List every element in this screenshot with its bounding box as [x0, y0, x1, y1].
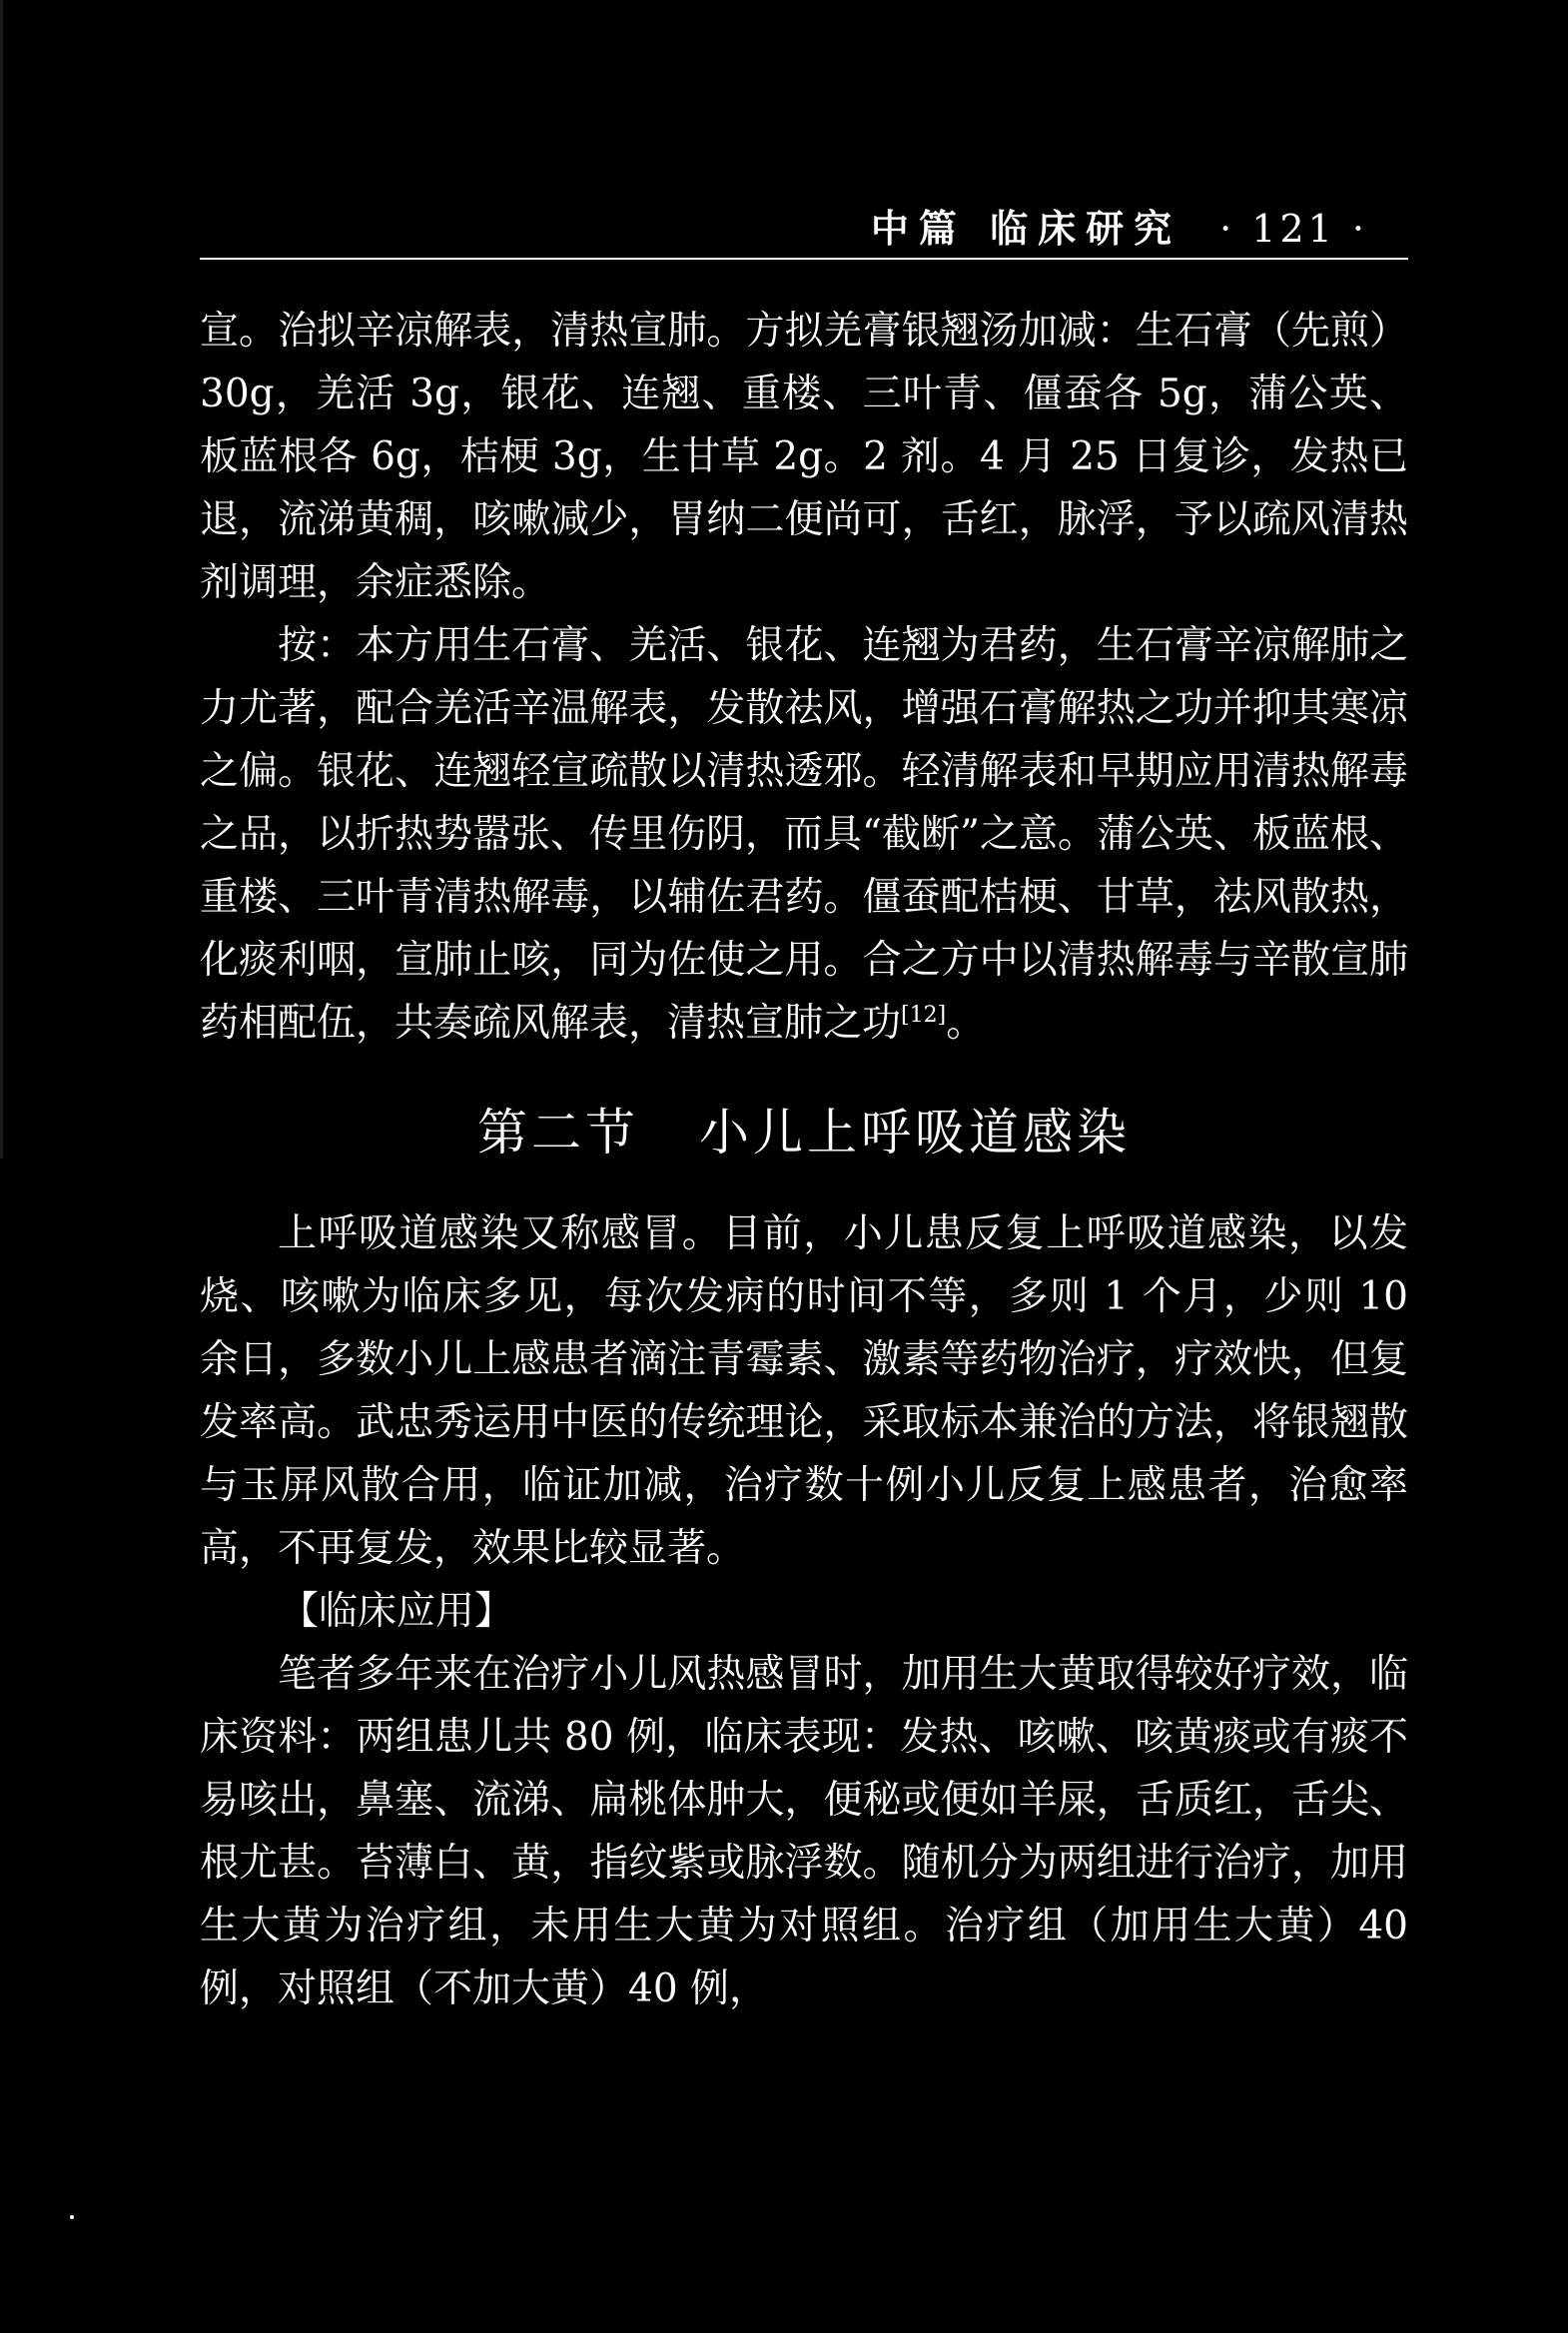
- section-heading: [200, 1093, 1408, 1172]
- citation-marker: [12]: [901, 1003, 947, 1028]
- stray-mark: [70, 2215, 74, 2219]
- paragraph-clinical-data: 笔者多年来在治疗小儿风热感冒时，加用生大黄取得较好疗效，临床资料：两组患儿共 80 例，临床表现：发热、咳嗽、咳黄痰或有痰不易咳出，鼻塞、流涕、扁桃体肿大，便秘或便如羊屎，舌质红，舌尖、根尤甚。苔薄白、黄，指纹紫或脉浮数。随机分为两组进行治疗，加用生大黄为治疗组，未用生大黄为对照组。治疗组（加用生大黄）40 例，对照组（不加大黄）40 例，: [200, 1652, 1408, 2011]
- commentary-text: 按：本方用生石膏、羌活、银花、连翘为君药，生石膏辛凉解肺之力尤著，配合羌活辛温解表，发散祛风，增强石膏解热之功并抑其寒凉之偏。银花、连翘轻宣疏散以清热透邪。轻清解表和早期应用清热解毒之品，以折热势嚣张、传里伤阴，而具“截断”之意。蒲公英、板蓝根、重楼、三叶青清热解毒，以辅佐君药。僵蚕配桔梗、甘草，祛风散热，化痰利咽，宣肺止咳，同为佐使之用。合之方中以清热解毒与辛散宣肺药相配伍，共奏疏风解表，清热宣肺之功: [200, 623, 1408, 1046]
- running-header: [200, 186, 1408, 256]
- page-number: · 121 ·: [1219, 207, 1368, 251]
- commentary-end: 。: [946, 1001, 986, 1046]
- section-number: 第二节: [477, 1104, 639, 1162]
- section-name: 小儿上呼吸道感染: [699, 1104, 1131, 1162]
- subheading-clinical-application: 【临床应用】: [280, 1589, 514, 1634]
- paragraph-case-continuation: 宣。治拟辛凉解表，清热宣肺。方拟羌膏银翘汤加减：生石膏（先煎）30g，羌活 3g，银花、连翘、重楼、三叶青、僵蚕各 5g，蒲公英、板蓝根各 6g，桔梗 3g，生甘草 2g。2 剂。4 月 25 日复诊，发热已退，流涕黄稠，咳嗽减少，胃纳二便尚可，舌红，脉浮，予以疏风清热剂调理，余症悉除。: [200, 309, 1408, 605]
- book-section-title: 中篇 临床研究: [870, 206, 1182, 251]
- body-text: [200, 300, 1408, 2020]
- page-edge-shadow: [0, 0, 3, 1159]
- header-rule: [200, 258, 1408, 260]
- header-text: [871, 198, 1368, 253]
- paragraph-commentary: [200, 614, 1408, 1055]
- paragraph-introduction: 上呼吸道感染又称感冒。目前，小儿患反复上呼吸道感染，以发烧、咳嗽为临床多见，每次发病的时间不等，多则 1 个月，少则 10 余日，多数小儿上感患者滴注青霉素、激素等药物治疗，疗效快，但复发率高。武忠秀运用中医的传统理论，采取标本兼治的方法，将银翘散与玉屏风散合用，临证加减，治疗数十例小儿反复上感患者，治愈率高，不再复发，效果比较显著。: [200, 1211, 1408, 1571]
